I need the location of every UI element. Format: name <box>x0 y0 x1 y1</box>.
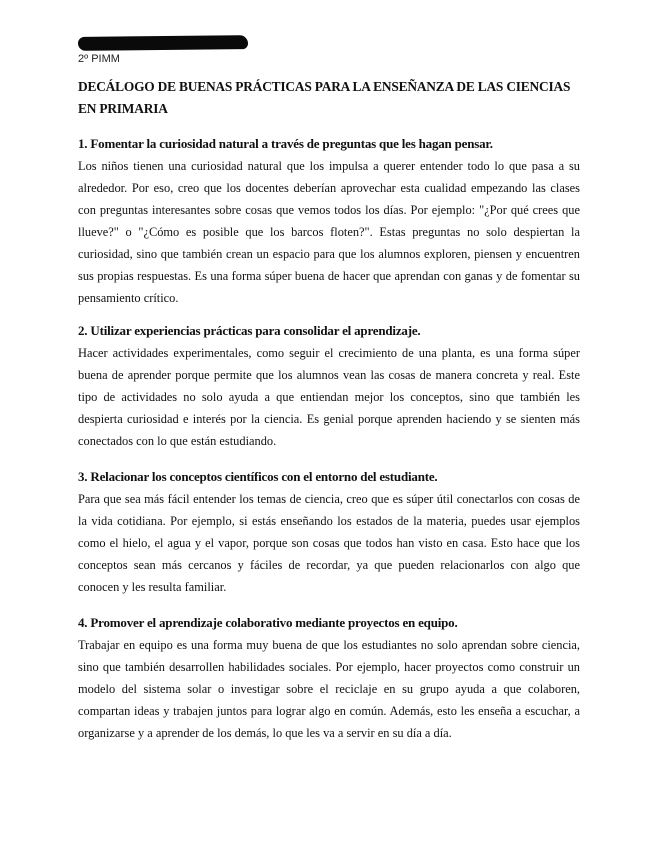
section-heading: 4. Promover el aprendizaje colaborativo mediante proyectos en equipo. <box>78 615 458 630</box>
section-body: Los niños tienen una curiosidad natural que los impulsa a querer entender todo lo que pasa a su alrededor. Por eso, creo que los docentes deberían aprovechar esta cualidad empezando las clases con preguntas interesantes sobre cosas que vemos todos los días. Por ejemplo: "¿Por qué crees que llueve?" o "¿Cómo es posible que los barcos floten?". Estas preguntas no solo despiertan la curiosidad, sino que también crean un espacio para que los alumnos exploren, piensen y encuentren sus propias respuestas. Es una forma súper buena de hacer que aprendan con ganas y de fomentar su pensamiento crítico. <box>78 159 580 305</box>
section-heading: 3. Relacionar los conceptos científicos con el entorno del estudiante. <box>78 469 438 484</box>
redacted-name-bar <box>78 35 248 51</box>
section-body: Hacer actividades experimentales, como seguir el crecimiento de una planta, es una forma súper buena de aprender porque permite que los alumnos vean las cosas de manera concreta y real. Este tipo de actividades no solo ayuda a que entiendan mejor los conceptos, sino que también les despierta curiosidad e interés por la ciencia. Es genial porque aprenden haciendo y se sienten más conectados con lo que están estudiando. <box>78 346 580 448</box>
section-4 <box>78 612 580 744</box>
section-1 <box>78 133 580 309</box>
course-label: 2º PIMM <box>78 53 120 65</box>
section-heading: 2. Utilizar experiencias prácticas para consolidar el aprendizaje. <box>78 323 421 338</box>
document-title: DECÁLOGO DE BUENAS PRÁCTICAS PARA LA ENSEÑANZA DE LAS CIENCIAS EN PRIMARIA <box>78 79 571 116</box>
section-body: Trabajar en equipo es una forma muy buena de que los estudiantes no solo aprendan sobre ciencia, sino que también desarrollen habilidades sociales. Por ejemplo, hacer proyectos como construir un modelo del sistema solar o investigar sobre el reciclaje en su grupo ayuda a que colaboren, compartan ideas y trabajen juntos para lograr algo en común. Además, esto les enseña a escuchar, a organizarse y a aprender de los demás, lo que les va a servir en su día a día. <box>78 638 580 740</box>
section-2 <box>78 320 580 452</box>
section-body: Para que sea más fácil entender los temas de ciencia, creo que es súper útil conectarlos con cosas de la vida cotidiana. Por ejemplo, si estás enseñando los estados de la materia, puedes usar ejemplos como el hielo, el agua y el vapor, porque son cosas que todos han visto en casa. Esto hace que los conceptos sean más cercanos y fáciles de recordar, ya que pueden relacionarlos con algo que conocen y les resulta familiar. <box>78 492 580 594</box>
section-3 <box>78 466 580 598</box>
section-heading: 1. Fomentar la curiosidad natural a través de preguntas que les hagan pensar. <box>78 136 493 151</box>
